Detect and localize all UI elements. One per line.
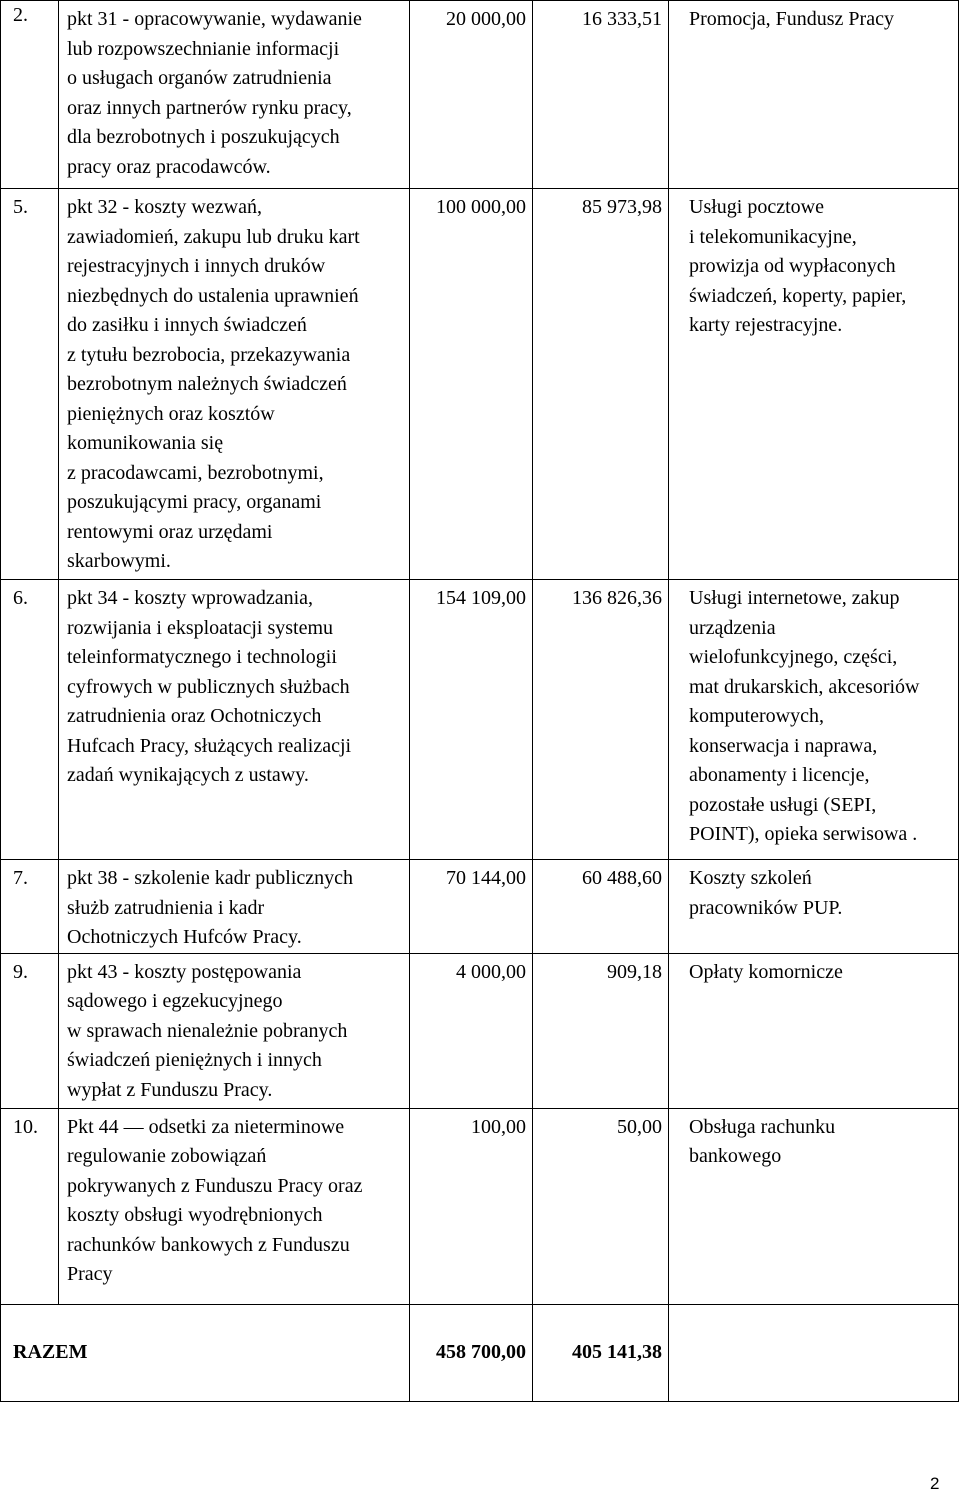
planned-amount: 4 000,00	[410, 953, 533, 1108]
note-line: prowizja od wypłaconych	[689, 255, 896, 277]
row-note	[669, 860, 959, 954]
table-row	[1, 1, 959, 189]
row-description	[59, 580, 410, 860]
row-number: 9.	[1, 953, 59, 1108]
spent-amount: 50,00	[533, 1108, 669, 1304]
description-line: bezrobotnym należnych świadczeń	[67, 373, 347, 395]
description-line: pkt 34 - koszty wprowadzania,	[67, 587, 314, 609]
description-line: cyfrowych w publicznych służbach	[67, 675, 350, 698]
description-line: Pkt 44 — odsetki za nieterminowe	[67, 1115, 345, 1138]
description-line: komunikowania się	[67, 432, 224, 454]
row-number: 6.	[1, 580, 59, 860]
spent-amount: 16 333,51	[533, 1, 669, 189]
planned-amount: 100 000,00	[410, 189, 533, 580]
spent-amount: 909,18	[533, 953, 669, 1108]
description-line: świadczeń pieniężnych i innych	[67, 1049, 322, 1071]
description-line: o usługach organów zatrudnienia	[67, 67, 332, 89]
page-number: 2	[930, 1474, 940, 1493]
description-line: dla bezrobotnych i poszukujących	[67, 126, 340, 148]
description-line: pokrywanych z Funduszu Pracy oraz	[67, 1174, 363, 1197]
description-line: wypłat z Funduszu Pracy.	[67, 1078, 273, 1101]
note-line: Promocja, Fundusz Pracy	[689, 8, 894, 30]
description-line: z pracodawcami, bezrobotnymi,	[67, 461, 324, 484]
planned-amount: 70 144,00	[410, 860, 533, 954]
description-line: rejestracyjnych i innych druków	[67, 255, 326, 277]
description-line: pkt 38 - szkolenie kadr publicznych	[67, 867, 354, 889]
description-line: służb zatrudnienia i kadr	[67, 896, 265, 919]
note-line: Obsługa rachunku	[689, 1115, 836, 1138]
note-line: Koszty szkoleń	[689, 867, 812, 889]
row-note	[669, 580, 959, 860]
note-line: konserwacja i naprawa,	[689, 734, 878, 757]
note-line: Opłaty komornicze	[689, 960, 843, 983]
spent-amount: 136 826,36	[533, 580, 669, 860]
table-row	[1, 953, 959, 1108]
total-spent: 405 141,38	[533, 1304, 669, 1401]
row-note	[669, 1108, 959, 1304]
description-line: poszukującymi pracy, organami	[67, 491, 322, 513]
description-line: pkt 43 - koszty postępowania	[67, 960, 302, 983]
note-line: urządzenia	[689, 616, 776, 639]
row-number: 7.	[1, 860, 59, 954]
row-description	[59, 1108, 410, 1304]
description-line: oraz innych partnerów rynku pracy,	[67, 96, 352, 119]
total-row	[1, 1304, 959, 1401]
description-line: Ochotniczych Hufców Pracy.	[67, 926, 302, 948]
spent-amount: 60 488,60	[533, 860, 669, 954]
note-line: pracowników PUP.	[689, 896, 843, 919]
description-line: lub rozpowszechnianie informacji	[67, 37, 340, 60]
description-line: niezbędnych do ustalenia uprawnień	[67, 284, 359, 307]
note-line: wielofunkcyjnego, części,	[689, 646, 898, 668]
description-line: skarbowymi.	[67, 550, 171, 572]
note-line: i telekomunikacyjne,	[689, 225, 857, 248]
note-line: komputerowych,	[689, 705, 824, 727]
total-amount: 458 700,00	[410, 1304, 533, 1401]
note-line: POINT), opieka serwisowa .	[689, 823, 918, 845]
description-line: zadań wynikających z ustawy.	[67, 764, 309, 786]
table-row	[1, 860, 959, 954]
planned-amount: 154 109,00	[410, 580, 533, 860]
table-body	[1, 1, 959, 1305]
total-label: RAZEM	[1, 1304, 410, 1401]
description-line: pkt 31 - opracowywanie, wydawanie	[67, 8, 362, 30]
row-description	[59, 189, 410, 580]
planned-amount: 100,00	[410, 1108, 533, 1304]
description-line: zawiadomień, zakupu lub druku kart	[67, 225, 360, 248]
spent-amount: 85 973,98	[533, 189, 669, 580]
row-description	[59, 860, 410, 954]
row-number: 2.	[1, 1, 59, 189]
description-line: z tytułu bezrobocia, przekazywania	[67, 343, 351, 366]
row-description	[59, 1, 410, 189]
description-line: sądowego i egzekucyjnego	[67, 990, 283, 1012]
description-line: teleinformatycznego i technologii	[67, 646, 337, 668]
note-line: pozostałe usługi (SEPI,	[689, 793, 877, 816]
note-line: mat drukarskich, akcesoriów	[689, 675, 920, 698]
row-description	[59, 953, 410, 1108]
planned-amount: 20 000,00	[410, 1, 533, 189]
description-line: zatrudnienia oraz Ochotniczych	[67, 705, 322, 727]
description-line: Hufcach Pracy, służących realizacji	[67, 734, 352, 757]
row-number: 5.	[1, 189, 59, 580]
row-note	[669, 189, 959, 580]
description-line: rentowymi oraz urzędami	[67, 520, 273, 543]
description-line: koszty obsługi wyodrębnionych	[67, 1204, 323, 1226]
total-empty-cell	[669, 1304, 959, 1401]
note-line: Usługi internetowe, zakup	[689, 587, 900, 609]
description-line: pkt 32 - koszty wezwań,	[67, 196, 262, 218]
note-line: świadczeń, koperty, papier,	[689, 284, 907, 307]
row-note	[669, 1, 959, 189]
table-row	[1, 580, 959, 860]
description-line: do zasiłku i innych świadczeń	[67, 314, 307, 336]
description-line: pracy oraz pracodawców.	[67, 155, 271, 178]
description-line: rachunków bankowych z Funduszu	[67, 1233, 350, 1256]
table-row	[1, 189, 959, 580]
note-line: karty rejestracyjne.	[689, 314, 843, 336]
note-line: Usługi pocztowe	[689, 196, 824, 218]
description-line: Pracy	[67, 1263, 113, 1285]
description-line: pieniężnych oraz kosztów	[67, 402, 275, 425]
description-line: regulowanie zobowiązań	[67, 1145, 267, 1167]
note-line: bankowego	[689, 1145, 782, 1167]
description-line: rozwijania i eksploatacji systemu	[67, 616, 334, 639]
note-line: abonamenty i licencje,	[689, 764, 870, 786]
description-line: w sprawach nienależnie pobranych	[67, 1019, 348, 1042]
table-row	[1, 1108, 959, 1304]
row-number: 10.	[1, 1108, 59, 1304]
row-note	[669, 953, 959, 1108]
